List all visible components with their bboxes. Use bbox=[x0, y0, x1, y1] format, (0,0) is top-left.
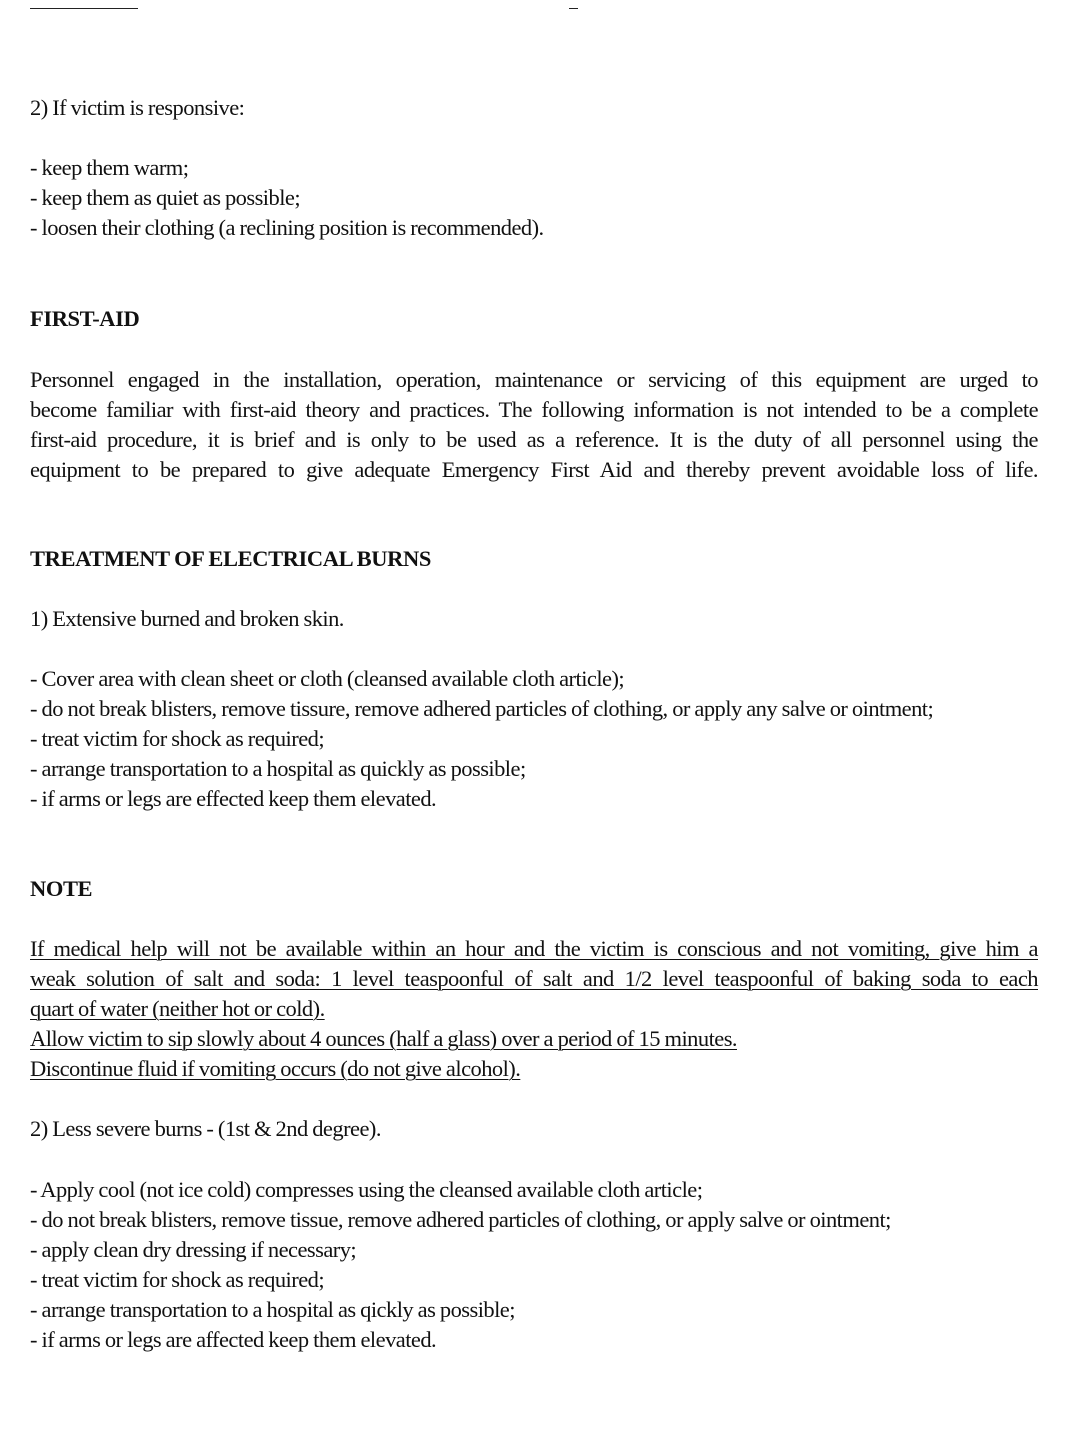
note-line: Discontinue fluid if vomiting occurs (do not give alcohol). bbox=[30, 1056, 521, 1081]
less-severe-item: - if arms or legs are affected keep them elevated. bbox=[30, 1327, 437, 1352]
note-line: weak solution of salt and soda: 1 level teaspoonful of salt and 1/2 level teaspoonful of baking soda to each bbox=[30, 966, 1038, 991]
responsive-item: - loosen their clothing (a reclining position is recommended). bbox=[30, 215, 544, 240]
less-severe-item: - do not break blisters, remove tissue, remove adhered particles of clothing, or apply salve or ointment; bbox=[30, 1207, 891, 1232]
note-heading: NOTE bbox=[30, 876, 93, 901]
extensive-burns-item: - arrange transportation to a hospital as quickly as possible; bbox=[30, 756, 526, 781]
note-line: Allow victim to sip slowly about 4 ounces (half a glass) over a period of 15 minutes. bbox=[30, 1026, 737, 1051]
note-line: quart of water (neither hot or cold). bbox=[30, 996, 325, 1021]
top-dash bbox=[569, 8, 578, 9]
top-rule bbox=[30, 8, 138, 9]
note-line: If medical help will not be available within an hour and the victim is conscious and not vomiting, give him a bbox=[30, 936, 1038, 961]
extensive-burns-item: - treat victim for shock as required; bbox=[30, 726, 325, 751]
first-aid-heading: FIRST-AID bbox=[30, 306, 140, 331]
extensive-burns-item: - Cover area with clean sheet or cloth (cleansed available cloth article); bbox=[30, 666, 625, 691]
less-severe-title: 2) Less severe burns - (1st & 2nd degree). bbox=[30, 1116, 381, 1141]
extensive-burns-title: 1) Extensive burned and broken skin. bbox=[30, 606, 344, 631]
responsive-item: - keep them as quiet as possible; bbox=[30, 185, 301, 210]
first-aid-paragraph-line: Personnel engaged in the installation, operation, maintenance or servicing of this equipment are urged to bbox=[30, 367, 1038, 392]
first-aid-paragraph-line: equipment to be prepared to give adequate Emergency First Aid and thereby prevent avoidable loss of life. bbox=[30, 457, 1038, 482]
extensive-burns-item: - if arms or legs are effected keep them elevated. bbox=[30, 786, 437, 811]
less-severe-item: - Apply cool (not ice cold) compresses using the cleansed available cloth article; bbox=[30, 1177, 703, 1202]
first-aid-paragraph-line: first-aid procedure, it is brief and is only to be used as a reference. It is the duty of all personnel using the bbox=[30, 427, 1038, 452]
first-aid-paragraph-line: become familiar with first-aid theory and practices. The following information is not intended to be a complete bbox=[30, 397, 1038, 422]
less-severe-item: - arrange transportation to a hospital as qickly as possible; bbox=[30, 1297, 515, 1322]
less-severe-item: - apply clean dry dressing if necessary; bbox=[30, 1237, 357, 1262]
less-severe-item: - treat victim for shock as required; bbox=[30, 1267, 325, 1292]
responsive-item: - keep them warm; bbox=[30, 155, 189, 180]
responsive-title: 2) If victim is responsive: bbox=[30, 95, 245, 120]
burns-heading: TREATMENT OF ELECTRICAL BURNS bbox=[30, 546, 431, 571]
extensive-burns-item: - do not break blisters, remove tissure, remove adhered particles of clothing, or apply any salve or ointment; bbox=[30, 696, 934, 721]
